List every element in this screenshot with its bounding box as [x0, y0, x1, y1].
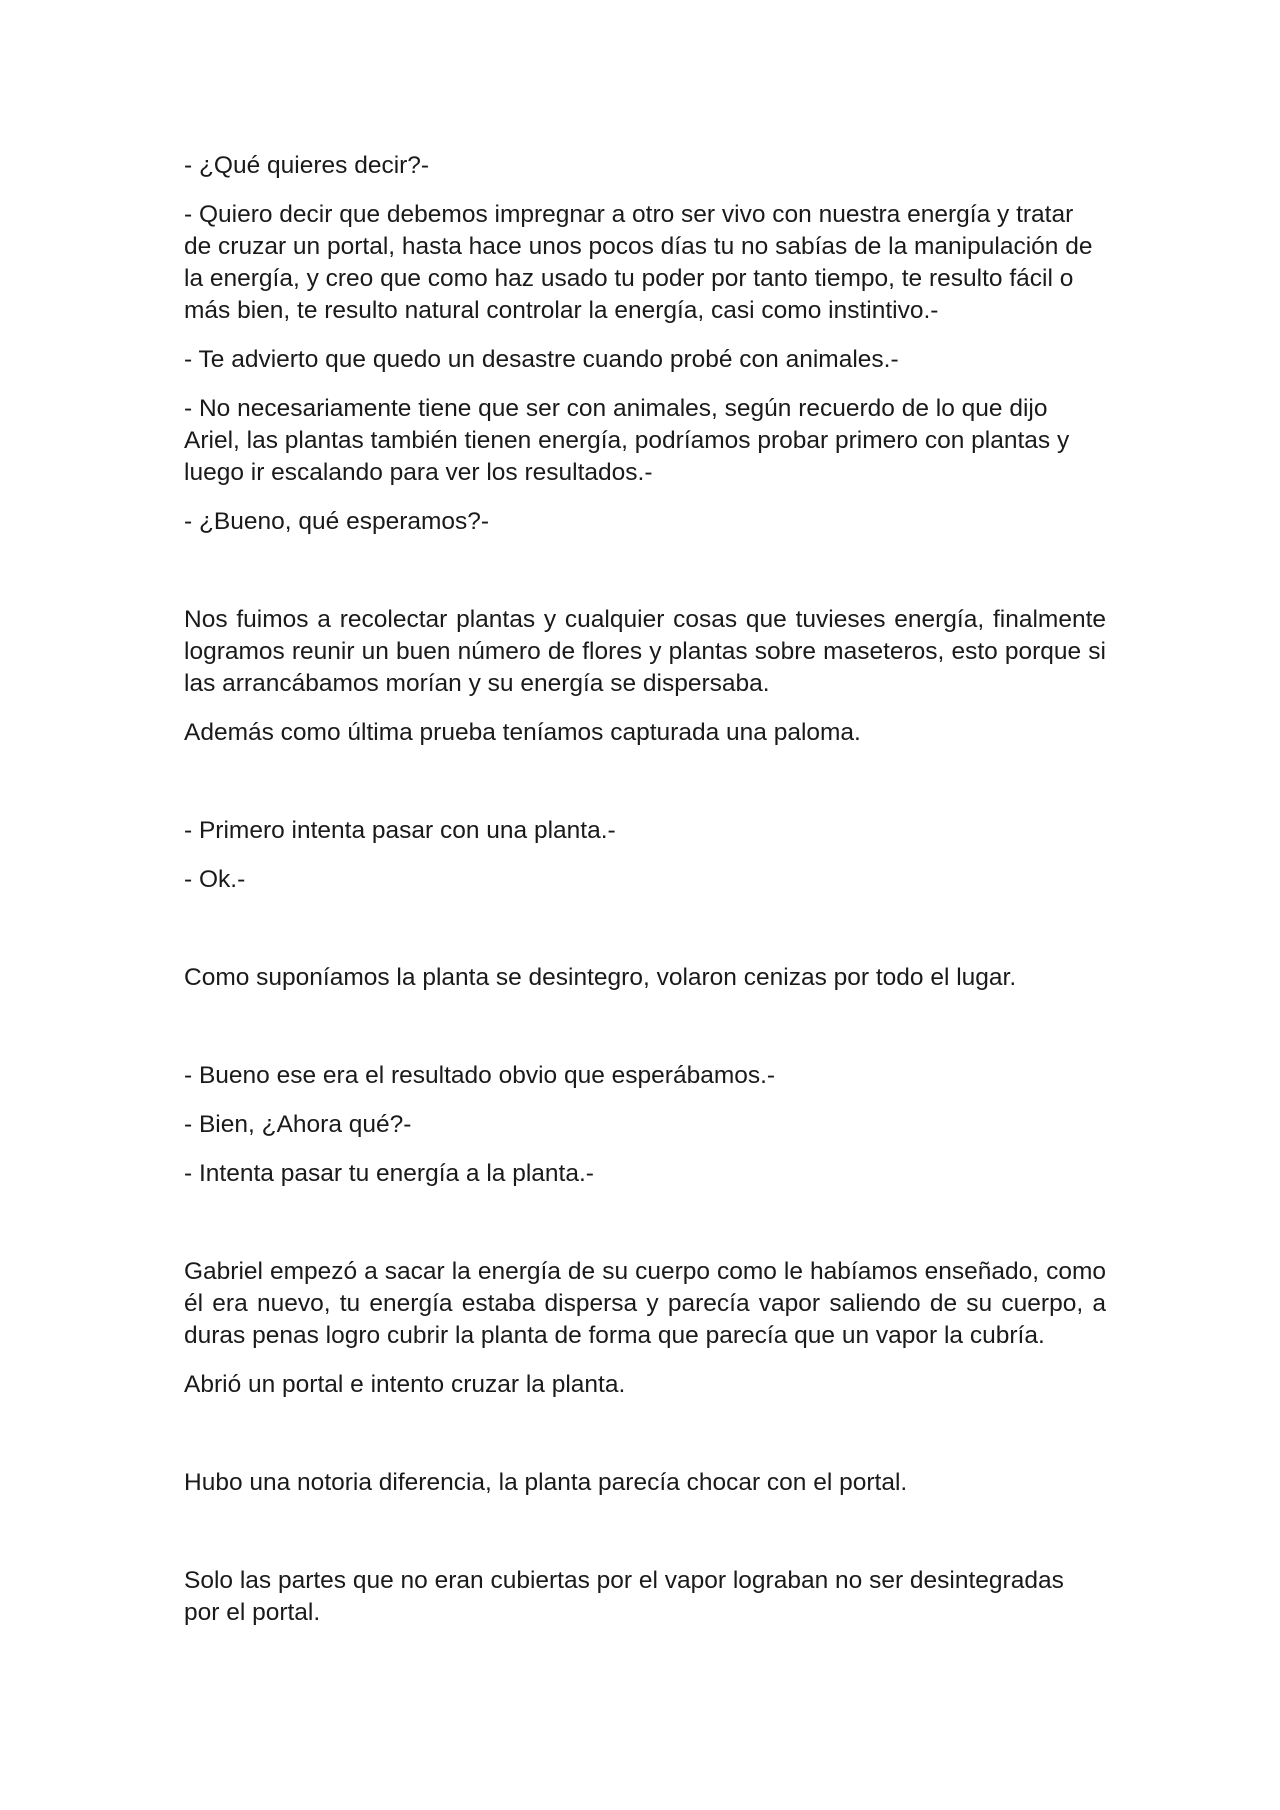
- document-body: [184, 150, 1106, 1646]
- section-gap: [184, 1418, 1106, 1467]
- section-gap: [184, 1011, 1106, 1060]
- section-gap: [184, 1207, 1106, 1256]
- dialogue-line: - Te advierto que quedo un desastre cuando probé con animales.-: [184, 346, 899, 373]
- dialogue-line: - ¿Bueno, qué esperamos?-: [184, 508, 490, 535]
- section-gap: [184, 1516, 1106, 1565]
- dialogue-line: - Quiero decir que debemos impregnar a otro ser vivo con nuestra energía y tratar de cruzar un portal, hasta hace unos pocos días tu no sabías de la manipulación de la energía, y creo que como haz usado tu poder por tanto tiempo, te resulto fácil o más bien, te resulto natural controlar la energía, casi como instintivo.-: [184, 201, 1093, 324]
- narrative-paragraph: Nos fuimos a recolectar plantas y cualquier cosas que tuvieses energía, finalmente logramos reunir un buen número de flores y plantas sobre maseteros, esto porque si las arrancábamos morían y su energía se dispersaba.: [184, 606, 1106, 697]
- section-gap: [184, 766, 1106, 815]
- section-gap: [184, 555, 1106, 604]
- dialogue-line: - Bueno ese era el resultado obvio que esperábamos.-: [184, 1062, 776, 1089]
- narrative-paragraph: Además como última prueba teníamos capturada una paloma.: [184, 719, 861, 746]
- narrative-paragraph: Hubo una notoria diferencia, la planta parecía chocar con el portal.: [184, 1469, 908, 1496]
- narrative-paragraph: Gabriel empezó a sacar la energía de su cuerpo como le habíamos enseñado, como él era nuevo, tu energía estaba dispersa y parecía vapor saliendo de su cuerpo, a duras penas logro cubrir la planta de forma que parecía que un vapor la cubría.: [184, 1258, 1106, 1349]
- dialogue-line: - Ok.-: [184, 866, 246, 893]
- narrative-paragraph: Solo las partes que no eran cubiertas por el vapor lograban no ser desintegradas por el portal.: [184, 1567, 1064, 1626]
- dialogue-line: - Bien, ¿Ahora qué?-: [184, 1111, 412, 1138]
- dialogue-line: - ¿Qué quieres decir?-: [184, 152, 430, 179]
- section-gap: [184, 913, 1106, 962]
- narrative-paragraph: Abrió un portal e intento cruzar la planta.: [184, 1371, 626, 1398]
- narrative-paragraph: Como suponíamos la planta se desintegro, volaron cenizas por todo el lugar.: [184, 964, 1017, 991]
- dialogue-line: - No necesariamente tiene que ser con animales, según recuerdo de lo que dijo Ariel, las plantas también tienen energía, podríamos probar primero con plantas y luego ir escalando para ver los resultados.-: [184, 395, 1070, 486]
- dialogue-line: - Primero intenta pasar con una planta.-: [184, 817, 616, 844]
- dialogue-line: - Intenta pasar tu energía a la planta.-: [184, 1160, 594, 1187]
